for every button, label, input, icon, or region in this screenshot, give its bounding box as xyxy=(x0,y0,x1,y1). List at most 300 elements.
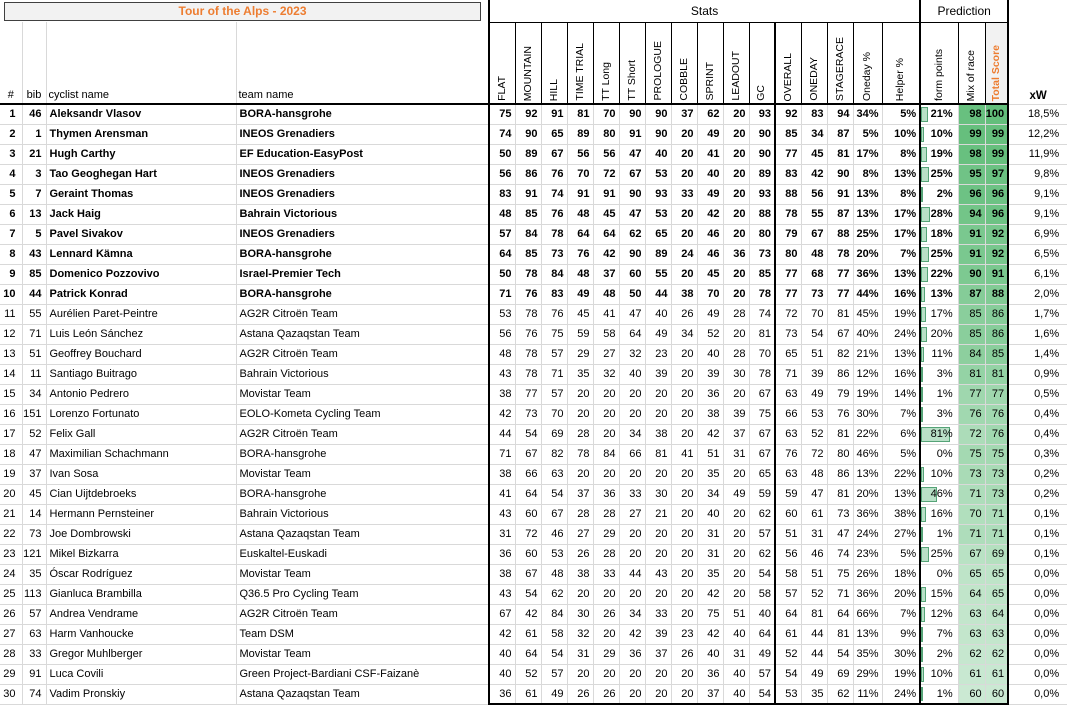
cobble-cell[interactable]: 20 xyxy=(671,164,697,184)
form-points-cell[interactable] xyxy=(920,224,958,244)
cyclist-name-cell[interactable]: Harm Vanhoucke xyxy=(46,624,236,644)
mix-of-race-cell[interactable]: 76 xyxy=(958,404,985,424)
stagerace-cell[interactable]: 54 xyxy=(827,644,853,664)
hill-cell[interactable]: 57 xyxy=(541,384,567,404)
oneday-pct-cell[interactable]: 12% xyxy=(853,364,882,384)
total-score-cell[interactable]: 77 xyxy=(985,384,1008,404)
hill-cell[interactable]: 74 xyxy=(541,184,567,204)
cobble-cell[interactable]: 20 xyxy=(671,584,697,604)
gc-column-header[interactable] xyxy=(749,22,775,104)
flat-cell[interactable]: 38 xyxy=(489,384,515,404)
oneday-cell[interactable]: 42 xyxy=(801,164,827,184)
xw-cell[interactable]: 0,5% xyxy=(1008,384,1067,404)
helper-pct-cell[interactable]: 13% xyxy=(882,344,920,364)
oneday-pct-cell[interactable]: 13% xyxy=(853,204,882,224)
oneday-pct-cell[interactable]: 34% xyxy=(853,104,882,124)
time-trial-cell[interactable]: 35 xyxy=(567,364,593,384)
stagerace-cell[interactable]: 80 xyxy=(827,444,853,464)
prologue-cell[interactable]: 33 xyxy=(645,604,671,624)
stagerace-cell[interactable]: 75 xyxy=(827,564,853,584)
gc-cell[interactable]: 93 xyxy=(749,104,775,124)
form-points-cell[interactable] xyxy=(920,664,958,684)
total-score-cell[interactable]: 75 xyxy=(985,444,1008,464)
bib-cell[interactable]: 14 xyxy=(22,504,46,524)
tt-short-cell[interactable]: 32 xyxy=(619,344,645,364)
cyclist-name-cell[interactable]: Gianluca Brambilla xyxy=(46,584,236,604)
leadout-cell[interactable]: 20 xyxy=(723,324,749,344)
helper-pct-cell[interactable]: 20% xyxy=(882,584,920,604)
helper-pct-cell[interactable]: 13% xyxy=(882,264,920,284)
helper-pct-cell[interactable]: 6% xyxy=(882,424,920,444)
tt-long-cell[interactable]: 33 xyxy=(593,564,619,584)
total-score-cell[interactable]: 100 xyxy=(985,104,1008,124)
team-name-cell[interactable]: INEOS Grenadiers xyxy=(236,124,489,144)
oneday-pct-cell[interactable]: 20% xyxy=(853,244,882,264)
hill-cell[interactable]: 54 xyxy=(541,484,567,504)
stagerace-cell[interactable]: 67 xyxy=(827,324,853,344)
cobble-cell[interactable]: 20 xyxy=(671,524,697,544)
oneday-cell[interactable]: 35 xyxy=(801,684,827,704)
time-trial-cell[interactable]: 38 xyxy=(567,564,593,584)
leadout-cell[interactable]: 20 xyxy=(723,584,749,604)
form-points-cell[interactable] xyxy=(920,284,958,304)
bib-cell[interactable]: 3 xyxy=(22,164,46,184)
stagerace-cell[interactable]: 69 xyxy=(827,664,853,684)
tt-long-cell[interactable]: 20 xyxy=(593,584,619,604)
total-score-cell[interactable]: 91 xyxy=(985,264,1008,284)
oneday-column-header[interactable] xyxy=(801,22,827,104)
tt-short-cell[interactable]: 20 xyxy=(619,384,645,404)
leadout-cell[interactable]: 20 xyxy=(723,144,749,164)
tt-long-cell[interactable]: 41 xyxy=(593,304,619,324)
mix-of-race-cell[interactable]: 98 xyxy=(958,144,985,164)
form-points-cell[interactable] xyxy=(920,244,958,264)
helper-pct-cell[interactable]: 17% xyxy=(882,224,920,244)
oneday-cell[interactable]: 46 xyxy=(801,544,827,564)
flat-cell[interactable]: 40 xyxy=(489,644,515,664)
form-points-cell[interactable] xyxy=(920,684,958,704)
oneday-cell[interactable]: 73 xyxy=(801,284,827,304)
hill-cell[interactable]: 83 xyxy=(541,284,567,304)
leadout-cell[interactable]: 20 xyxy=(723,184,749,204)
cobble-cell[interactable]: 20 xyxy=(671,384,697,404)
gc-cell[interactable]: 70 xyxy=(749,344,775,364)
leadout-cell[interactable]: 20 xyxy=(723,464,749,484)
team-name-cell[interactable]: AG2R Citroën Team xyxy=(236,604,489,624)
leadout-cell[interactable]: 28 xyxy=(723,304,749,324)
hill-cell[interactable]: 49 xyxy=(541,684,567,704)
mix-of-race-cell[interactable]: 61 xyxy=(958,664,985,684)
overall-cell[interactable]: 59 xyxy=(775,484,801,504)
mix-of-race-cell[interactable]: 77 xyxy=(958,384,985,404)
stagerace-cell[interactable]: 73 xyxy=(827,504,853,524)
prologue-cell[interactable]: 55 xyxy=(645,264,671,284)
oneday-pct-cell[interactable]: 36% xyxy=(853,264,882,284)
rank-cell[interactable]: 7 xyxy=(0,224,22,244)
gc-cell[interactable]: 89 xyxy=(749,164,775,184)
cyclist-name-cell[interactable]: Luca Covili xyxy=(46,664,236,684)
helper-pct-column-header[interactable] xyxy=(882,22,920,104)
rank-cell[interactable]: 2 xyxy=(0,124,22,144)
leadout-column-header[interactable] xyxy=(723,22,749,104)
stagerace-cell[interactable]: 62 xyxy=(827,684,853,704)
mountain-cell[interactable]: 67 xyxy=(515,444,541,464)
oneday-pct-cell[interactable]: 5% xyxy=(853,124,882,144)
mix-of-race-cell[interactable]: 71 xyxy=(958,524,985,544)
flat-cell[interactable]: 38 xyxy=(489,564,515,584)
form-points-cell[interactable] xyxy=(920,604,958,624)
flat-cell[interactable]: 40 xyxy=(489,664,515,684)
rank-cell[interactable]: 29 xyxy=(0,664,22,684)
prologue-cell[interactable]: 20 xyxy=(645,684,671,704)
cyclist-name-cell[interactable]: Lorenzo Fortunato xyxy=(46,404,236,424)
mountain-cell[interactable]: 89 xyxy=(515,144,541,164)
cyclist-name-cell[interactable]: Geraint Thomas xyxy=(46,184,236,204)
overall-cell[interactable]: 77 xyxy=(775,284,801,304)
team-name-cell[interactable]: Movistar Team xyxy=(236,564,489,584)
mix-of-race-cell[interactable]: 85 xyxy=(958,324,985,344)
xw-cell[interactable]: 1,7% xyxy=(1008,304,1067,324)
helper-pct-cell[interactable]: 14% xyxy=(882,384,920,404)
tt-long-cell[interactable]: 42 xyxy=(593,244,619,264)
mix-of-race-cell[interactable]: 85 xyxy=(958,304,985,324)
cobble-cell[interactable]: 26 xyxy=(671,304,697,324)
cobble-cell[interactable]: 26 xyxy=(671,644,697,664)
tt-long-cell[interactable]: 26 xyxy=(593,604,619,624)
rank-cell[interactable]: 6 xyxy=(0,204,22,224)
rank-cell[interactable]: 22 xyxy=(0,524,22,544)
stagerace-cell[interactable]: 81 xyxy=(827,304,853,324)
xw-cell[interactable]: 9,1% xyxy=(1008,204,1067,224)
team-name-cell[interactable]: Bahrain Victorious xyxy=(236,364,489,384)
overall-cell[interactable]: 63 xyxy=(775,464,801,484)
form-points-cell[interactable] xyxy=(920,164,958,184)
cobble-cell[interactable]: 20 xyxy=(671,684,697,704)
rank-cell[interactable]: 27 xyxy=(0,624,22,644)
total-score-cell[interactable]: 60 xyxy=(985,684,1008,704)
team-name-cell[interactable]: Team DSM xyxy=(236,624,489,644)
oneday-cell[interactable]: 67 xyxy=(801,224,827,244)
helper-pct-cell[interactable]: 7% xyxy=(882,604,920,624)
leadout-cell[interactable]: 49 xyxy=(723,484,749,504)
overall-cell[interactable]: 57 xyxy=(775,584,801,604)
team-name-cell[interactable]: Astana Qazaqstan Team xyxy=(236,324,489,344)
form-points-cell[interactable] xyxy=(920,424,958,444)
helper-pct-cell[interactable]: 5% xyxy=(882,104,920,124)
oneday-cell[interactable]: 47 xyxy=(801,484,827,504)
oneday-pct-cell[interactable]: 22% xyxy=(853,424,882,444)
mountain-cell[interactable]: 54 xyxy=(515,584,541,604)
tt-short-cell[interactable]: 66 xyxy=(619,444,645,464)
tt-long-cell[interactable]: 48 xyxy=(593,284,619,304)
helper-pct-cell[interactable]: 38% xyxy=(882,504,920,524)
sprint-cell[interactable]: 39 xyxy=(697,364,723,384)
total-score-cell[interactable]: 76 xyxy=(985,404,1008,424)
total-score-cell[interactable]: 65 xyxy=(985,584,1008,604)
stagerace-cell[interactable]: 87 xyxy=(827,204,853,224)
overall-cell[interactable]: 83 xyxy=(775,164,801,184)
bib-column-header[interactable]: bib xyxy=(22,22,46,104)
tt-long-cell[interactable]: 29 xyxy=(593,524,619,544)
mountain-cell[interactable]: 78 xyxy=(515,364,541,384)
tt-short-cell[interactable]: 44 xyxy=(619,564,645,584)
gc-cell[interactable]: 74 xyxy=(749,304,775,324)
hill-cell[interactable]: 84 xyxy=(541,604,567,624)
oneday-cell[interactable]: 52 xyxy=(801,424,827,444)
leadout-cell[interactable]: 20 xyxy=(723,204,749,224)
time-trial-cell[interactable]: 20 xyxy=(567,464,593,484)
xw-cell[interactable]: 0,2% xyxy=(1008,484,1067,504)
prologue-cell[interactable]: 65 xyxy=(645,224,671,244)
mix-of-race-cell[interactable]: 99 xyxy=(958,124,985,144)
oneday-cell[interactable]: 51 xyxy=(801,564,827,584)
total-score-cell[interactable]: 69 xyxy=(985,544,1008,564)
team-name-cell[interactable]: Movistar Team xyxy=(236,464,489,484)
form-points-cell[interactable] xyxy=(920,564,958,584)
total-score-cell[interactable]: 62 xyxy=(985,644,1008,664)
hill-cell[interactable]: 54 xyxy=(541,644,567,664)
flat-cell[interactable]: 83 xyxy=(489,184,515,204)
form-points-cell[interactable] xyxy=(920,584,958,604)
form-points-cell[interactable] xyxy=(920,544,958,564)
hill-cell[interactable]: 84 xyxy=(541,264,567,284)
tt-short-cell[interactable]: 64 xyxy=(619,324,645,344)
flat-cell[interactable]: 50 xyxy=(489,144,515,164)
mix-of-race-cell[interactable]: 91 xyxy=(958,224,985,244)
overall-cell[interactable]: 92 xyxy=(775,104,801,124)
prologue-cell[interactable]: 39 xyxy=(645,364,671,384)
time-trial-cell[interactable]: 26 xyxy=(567,684,593,704)
xw-cell[interactable]: 0,1% xyxy=(1008,524,1067,544)
bib-cell[interactable]: 113 xyxy=(22,584,46,604)
helper-pct-cell[interactable]: 19% xyxy=(882,664,920,684)
xw-cell[interactable]: 0,1% xyxy=(1008,504,1067,524)
flat-cell[interactable]: 50 xyxy=(489,264,515,284)
sprint-cell[interactable]: 52 xyxy=(697,324,723,344)
bib-cell[interactable]: 46 xyxy=(22,104,46,124)
oneday-cell[interactable]: 51 xyxy=(801,344,827,364)
tt-short-cell[interactable]: 50 xyxy=(619,284,645,304)
leadout-cell[interactable]: 20 xyxy=(723,564,749,584)
hill-cell[interactable]: 62 xyxy=(541,584,567,604)
sprint-cell[interactable]: 42 xyxy=(697,204,723,224)
form-points-cell[interactable] xyxy=(920,344,958,364)
tt-long-cell[interactable]: 58 xyxy=(593,324,619,344)
tt-long-cell[interactable]: 28 xyxy=(593,544,619,564)
tt-long-cell[interactable]: 20 xyxy=(593,664,619,684)
helper-pct-cell[interactable]: 18% xyxy=(882,564,920,584)
oneday-pct-cell[interactable]: 30% xyxy=(853,404,882,424)
total-score-cell[interactable]: 73 xyxy=(985,464,1008,484)
time-trial-cell[interactable]: 59 xyxy=(567,324,593,344)
hill-cell[interactable]: 76 xyxy=(541,164,567,184)
tt-short-cell[interactable]: 34 xyxy=(619,604,645,624)
prologue-cell[interactable]: 89 xyxy=(645,244,671,264)
form-points-cell[interactable] xyxy=(920,304,958,324)
oneday-pct-cell[interactable]: 17% xyxy=(853,144,882,164)
gc-cell[interactable]: 78 xyxy=(749,284,775,304)
cobble-cell[interactable]: 20 xyxy=(671,564,697,584)
time-trial-cell[interactable]: 37 xyxy=(567,484,593,504)
team-name-cell[interactable]: Movistar Team xyxy=(236,644,489,664)
oneday-pct-cell[interactable]: 20% xyxy=(853,484,882,504)
time-trial-cell[interactable]: 20 xyxy=(567,404,593,424)
leadout-cell[interactable]: 40 xyxy=(723,684,749,704)
mountain-cell[interactable]: 78 xyxy=(515,304,541,324)
sprint-cell[interactable]: 46 xyxy=(697,244,723,264)
cobble-cell[interactable]: 20 xyxy=(671,544,697,564)
cyclist-name-cell[interactable]: Óscar Rodríguez xyxy=(46,564,236,584)
form-points-cell[interactable] xyxy=(920,444,958,464)
bib-cell[interactable]: 52 xyxy=(22,424,46,444)
team-name-cell[interactable]: BORA-hansgrohe xyxy=(236,104,489,124)
hill-cell[interactable]: 57 xyxy=(541,664,567,684)
cyclist-name-cell[interactable]: Domenico Pozzovivo xyxy=(46,264,236,284)
total-score-cell[interactable]: 85 xyxy=(985,344,1008,364)
cyclist-name-cell[interactable]: Aurélien Paret-Peintre xyxy=(46,304,236,324)
stagerace-cell[interactable]: 82 xyxy=(827,344,853,364)
rank-cell[interactable]: 24 xyxy=(0,564,22,584)
stagerace-cell[interactable]: 71 xyxy=(827,584,853,604)
hill-cell[interactable]: 46 xyxy=(541,524,567,544)
prologue-cell[interactable]: 53 xyxy=(645,204,671,224)
xw-cell[interactable]: 9,8% xyxy=(1008,164,1067,184)
xw-cell[interactable]: 6,9% xyxy=(1008,224,1067,244)
time-trial-cell[interactable]: 48 xyxy=(567,264,593,284)
mountain-cell[interactable]: 64 xyxy=(515,644,541,664)
cyclist-name-cell[interactable]: Antonio Pedrero xyxy=(46,384,236,404)
form-points-cell[interactable] xyxy=(920,104,958,124)
hill-cell[interactable]: 63 xyxy=(541,464,567,484)
hill-cell[interactable]: 69 xyxy=(541,424,567,444)
tt-long-cell[interactable]: 64 xyxy=(593,224,619,244)
tt-long-cell[interactable]: 20 xyxy=(593,424,619,444)
sprint-cell[interactable]: 42 xyxy=(697,624,723,644)
sprint-cell[interactable]: 38 xyxy=(697,404,723,424)
mountain-cell[interactable]: 92 xyxy=(515,104,541,124)
tt-long-cell[interactable]: 27 xyxy=(593,344,619,364)
oneday-cell[interactable]: 39 xyxy=(801,364,827,384)
time-trial-cell[interactable]: 26 xyxy=(567,544,593,564)
xw-cell[interactable]: 0,4% xyxy=(1008,424,1067,444)
oneday-cell[interactable]: 49 xyxy=(801,384,827,404)
leadout-cell[interactable]: 31 xyxy=(723,444,749,464)
sprint-cell[interactable]: 41 xyxy=(697,144,723,164)
helper-pct-cell[interactable]: 27% xyxy=(882,524,920,544)
time-trial-cell[interactable]: 27 xyxy=(567,524,593,544)
oneday-pct-cell[interactable]: 8% xyxy=(853,164,882,184)
helper-pct-cell[interactable]: 10% xyxy=(882,124,920,144)
tt-long-cell[interactable]: 28 xyxy=(593,504,619,524)
bib-cell[interactable]: 45 xyxy=(22,484,46,504)
time-trial-cell[interactable]: 48 xyxy=(567,204,593,224)
gc-cell[interactable]: 40 xyxy=(749,604,775,624)
mix-of-race-cell[interactable]: 75 xyxy=(958,444,985,464)
flat-cell[interactable]: 48 xyxy=(489,344,515,364)
bib-cell[interactable]: 55 xyxy=(22,304,46,324)
rank-cell[interactable]: 25 xyxy=(0,584,22,604)
time-trial-cell[interactable]: 20 xyxy=(567,584,593,604)
gc-cell[interactable]: 57 xyxy=(749,524,775,544)
rank-cell[interactable]: 1 xyxy=(0,104,22,124)
mountain-cell[interactable]: 77 xyxy=(515,384,541,404)
rank-cell[interactable]: 9 xyxy=(0,264,22,284)
gc-cell[interactable]: 80 xyxy=(749,224,775,244)
rank-cell[interactable]: 12 xyxy=(0,324,22,344)
leadout-cell[interactable]: 20 xyxy=(723,384,749,404)
gc-cell[interactable]: 67 xyxy=(749,424,775,444)
flat-cell[interactable]: 36 xyxy=(489,544,515,564)
stagerace-cell[interactable]: 81 xyxy=(827,144,853,164)
time-trial-cell[interactable]: 56 xyxy=(567,144,593,164)
team-name-cell[interactable]: INEOS Grenadiers xyxy=(236,224,489,244)
xw-cell[interactable]: 0,0% xyxy=(1008,624,1067,644)
mix-of-race-cell[interactable]: 67 xyxy=(958,544,985,564)
mountain-cell[interactable]: 61 xyxy=(515,624,541,644)
xw-column-header[interactable]: xW xyxy=(1008,22,1067,104)
rank-cell[interactable]: 20 xyxy=(0,484,22,504)
team-name-cell[interactable]: Astana Qazaqstan Team xyxy=(236,524,489,544)
bib-cell[interactable]: 7 xyxy=(22,184,46,204)
mix-of-race-cell[interactable]: 70 xyxy=(958,504,985,524)
sprint-cell[interactable]: 35 xyxy=(697,564,723,584)
bib-cell[interactable]: 151 xyxy=(22,404,46,424)
flat-cell[interactable]: 36 xyxy=(489,684,515,704)
team-name-cell[interactable]: Astana Qazaqstan Team xyxy=(236,684,489,704)
leadout-cell[interactable]: 37 xyxy=(723,424,749,444)
xw-cell[interactable]: 2,0% xyxy=(1008,284,1067,304)
bib-cell[interactable]: 47 xyxy=(22,444,46,464)
cyclist-name-cell[interactable]: Vadim Pronskiy xyxy=(46,684,236,704)
flat-cell[interactable]: 44 xyxy=(489,424,515,444)
team-name-cell[interactable]: Bahrain Victorious xyxy=(236,504,489,524)
cobble-cell[interactable]: 38 xyxy=(671,284,697,304)
stagerace-cell[interactable]: 86 xyxy=(827,464,853,484)
mountain-cell[interactable]: 73 xyxy=(515,404,541,424)
team-name-cell[interactable]: Euskaltel-Euskadi xyxy=(236,544,489,564)
mountain-cell[interactable]: 52 xyxy=(515,664,541,684)
cyclist-name-cell[interactable]: Lennard Kämna xyxy=(46,244,236,264)
gc-cell[interactable]: 54 xyxy=(749,564,775,584)
oneday-pct-column-header[interactable] xyxy=(853,22,882,104)
stagerace-cell[interactable]: 88 xyxy=(827,224,853,244)
oneday-pct-cell[interactable]: 45% xyxy=(853,304,882,324)
cyclist-name-cell[interactable]: Geoffrey Bouchard xyxy=(46,344,236,364)
team-name-cell[interactable]: Israel-Premier Tech xyxy=(236,264,489,284)
tt-short-cell[interactable]: 20 xyxy=(619,464,645,484)
bib-cell[interactable]: 34 xyxy=(22,384,46,404)
rank-cell[interactable]: 5 xyxy=(0,184,22,204)
overall-cell[interactable]: 63 xyxy=(775,424,801,444)
overall-cell[interactable]: 56 xyxy=(775,544,801,564)
stagerace-cell[interactable]: 86 xyxy=(827,364,853,384)
mountain-cell[interactable]: 67 xyxy=(515,564,541,584)
prologue-cell[interactable]: 20 xyxy=(645,544,671,564)
prologue-cell[interactable]: 23 xyxy=(645,344,671,364)
helper-pct-cell[interactable]: 30% xyxy=(882,644,920,664)
overall-cell[interactable]: 71 xyxy=(775,364,801,384)
total-score-cell[interactable]: 86 xyxy=(985,324,1008,344)
prologue-cell[interactable]: 43 xyxy=(645,564,671,584)
tt-long-cell[interactable]: 20 xyxy=(593,384,619,404)
team-name-cell[interactable]: BORA-hansgrohe xyxy=(236,244,489,264)
bib-cell[interactable]: 5 xyxy=(22,224,46,244)
sprint-cell[interactable]: 36 xyxy=(697,664,723,684)
sprint-cell[interactable]: 75 xyxy=(697,604,723,624)
gc-cell[interactable]: 90 xyxy=(749,124,775,144)
stagerace-cell[interactable]: 94 xyxy=(827,104,853,124)
rank-cell[interactable]: 3 xyxy=(0,144,22,164)
